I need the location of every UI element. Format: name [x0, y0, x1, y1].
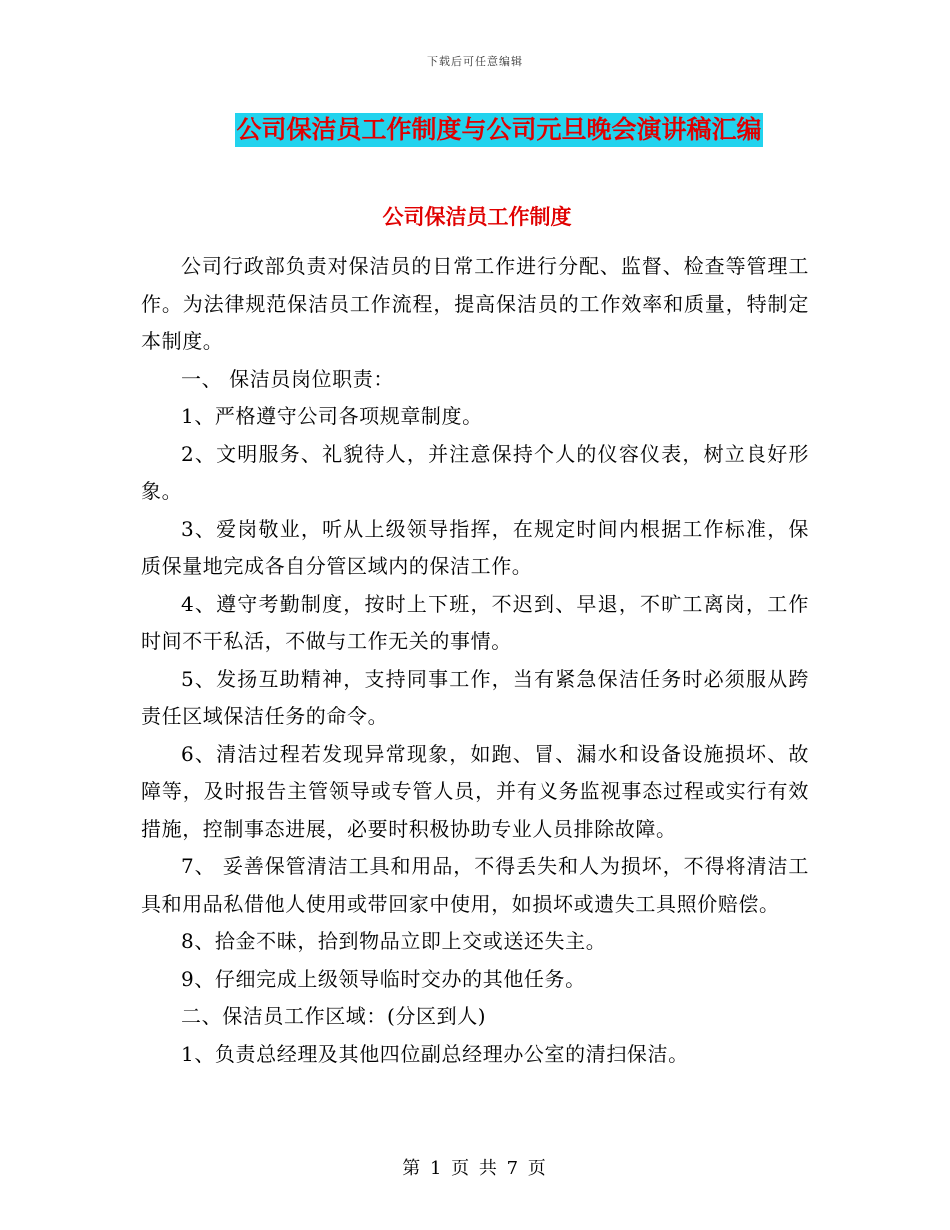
header-note: 下载后可任意编辑 [427, 55, 523, 68]
document-body [141, 248, 809, 1073]
list-item: 1、严格遵守公司各项规章制度。 [181, 404, 483, 428]
list-item: 9、仔细完成上级领导临时交办的其他任务。 [181, 966, 586, 991]
list-item: 7、 妥善保管清洁工具和用品，不得丢失和人为损坏，不得将清洁工具和用品私借他人使用或带回家中使用，如损坏或遗失工具照价赔偿。 [141, 854, 809, 916]
list-item: 2、文明服务、礼貌待人，并注意保持个人的仪容仪表，树立良好形象。 [141, 441, 809, 503]
list-item: 5、发扬互助精神，支持同事工作，当有紧急保洁任务时必须服从跨责任区域保洁任务的命令。 [141, 666, 809, 728]
list-item: 4、遵守考勤制度，按时上下班，不迟到、早退，不旷工离岗，工作时间不干私活，不做与工作无关的事情。 [141, 591, 809, 653]
page-number: 第 1 页 共 7 页 [402, 1158, 548, 1179]
paragraph-intro: 公司行政部负责对保洁员的日常工作进行分配、监督、检查等管理工作。为法律规范保洁员工作流程，提高保洁员的工作效率和质量，特制定本制度。 [141, 254, 809, 353]
list-item: 6、清洁过程若发现异常现象，如跑、冒、漏水和设备设施损坏、故障等，及时报告主管领导或专管人员，并有义务监视事态过程或实行有效措施，控制事态进展，必要时积极协助专业人员排除故障。 [141, 741, 809, 841]
list-item: 3、爱岗敬业，听从上级领导指挥，在规定时间内根据工作标准，保质保量地完成各自分管区域内的保洁工作。 [141, 516, 809, 578]
list-item: 1、负责总经理及其他四位副总经理办公室的清扫保洁。 [181, 1041, 689, 1066]
document-title-container [0, 113, 950, 147]
heading-work-area: 二、保洁员工作区域：(分区到人) [181, 1004, 487, 1028]
document-title: 公司保洁员工作制度与公司元旦晚会演讲稿汇编 [235, 113, 762, 147]
heading-duties: 一、 保洁员岗位职责： [181, 366, 394, 391]
list-item: 8、拾金不昧，拾到物品立即上交或送还失主。 [181, 929, 607, 953]
section-title: 公司保洁员工作制度 [382, 205, 572, 229]
